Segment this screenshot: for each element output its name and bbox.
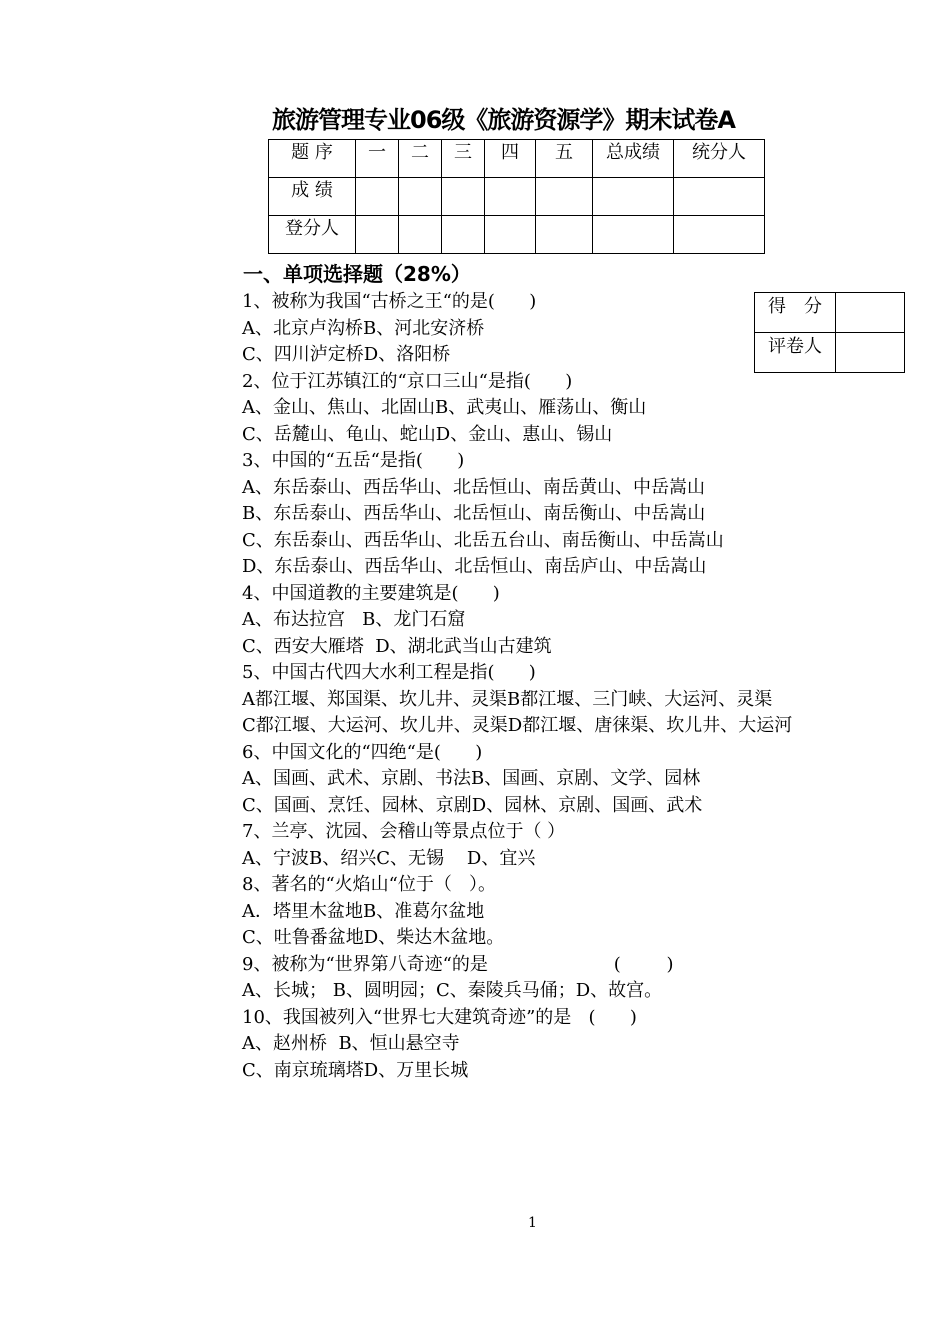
- header-cell-sequence: 题 序: [269, 140, 356, 178]
- page-number: 1: [528, 1215, 537, 1231]
- recorder-cell: [399, 216, 442, 254]
- score-cell: [674, 178, 765, 216]
- section-title: 一、单项选择题（28%）: [243, 262, 471, 286]
- recorder-cell: [356, 216, 399, 254]
- header-cell-3: 三: [442, 140, 485, 178]
- question-line: A、长城； B、圆明园；C、秦陵兵马俑；D、故宫。: [242, 980, 663, 1001]
- question-line: A、布达拉宫 B、龙门石窟: [242, 609, 466, 630]
- question-line: 7、兰亭、沈园、会稽山等景点位于（ ）: [242, 821, 566, 842]
- row-label-recorder: 登分人: [269, 216, 356, 254]
- question-line: 9、被称为“世界第八奇迹“的是 ( ): [242, 953, 674, 975]
- score-cell: [399, 178, 442, 216]
- question-line: A都江堰、郑国渠、坎儿井、灵渠B都江堰、三门峡、大运河、灵渠: [242, 688, 773, 710]
- label-points: 得 分: [755, 293, 836, 333]
- header-cell-5: 五: [536, 140, 593, 178]
- question-line: A、宁波B、绍兴C、无锡 D、宜兴: [242, 847, 536, 869]
- question-line: C、四川泸定桥D、洛阳桥: [242, 344, 451, 365]
- question-line: A．塔里木盆地B、准葛尔盆地: [242, 900, 485, 922]
- question-line: B、东岳泰山、西岳华山、北岳恒山、南岳衡山、中岳嵩山: [242, 503, 706, 524]
- header-cell-tallier: 统分人: [674, 140, 765, 178]
- question-line: 2、位于江苏镇江的“京口三山“是指( ): [242, 370, 573, 392]
- question-line: C、国画、烹饪、园林、京剧D、园林、京剧、国画、武术: [242, 794, 703, 816]
- question-line: C、岳麓山、龟山、蛇山D、金山、惠山、锡山: [242, 423, 613, 445]
- header-cell-4: 四: [485, 140, 536, 178]
- recorder-cell: [485, 216, 536, 254]
- question-line: 8、著名的“火焰山“位于（ ）。: [242, 874, 497, 895]
- question-line: A、赵州桥 B、恒山悬空寺: [242, 1033, 460, 1054]
- recorder-cell: [674, 216, 765, 254]
- score-table-header-row: [269, 140, 765, 178]
- score-cell: [356, 178, 399, 216]
- header-cell-total: 总成绩: [593, 140, 674, 178]
- recorder-cell: [536, 216, 593, 254]
- score-cell: [593, 178, 674, 216]
- question-line: C、南京琉璃塔D、万里长城: [242, 1059, 469, 1081]
- question-line: 1、被称为我国“古桥之王“的是( ): [242, 291, 537, 312]
- question-line: A、东岳泰山、西岳华山、北岳恒山、南岳黄山、中岳嵩山: [242, 476, 705, 498]
- row-label-score: 成 绩: [269, 178, 356, 216]
- exam-title: 旅游管理专业06级《旅游资源学》期末试卷A: [272, 106, 735, 134]
- score-cell: [442, 178, 485, 216]
- question-list: [242, 289, 932, 1084]
- question-line: C都江堰、大运河、坎儿井、灵渠D都江堰、唐徕渠、坎儿井、大运河: [242, 715, 793, 736]
- question-line: 4、中国道教的主要建筑是( ): [242, 582, 500, 604]
- question-line: C、吐鲁番盆地D、柴达木盆地。: [242, 927, 505, 948]
- score-cell: [536, 178, 593, 216]
- question-line: A、北京卢沟桥B、河北安济桥: [242, 317, 485, 339]
- score-table: [268, 139, 765, 254]
- label-grader: 评卷人: [755, 333, 836, 373]
- question-line: 3、中国的“五岳“是指( ): [242, 450, 465, 471]
- score-table-score-row: [269, 178, 765, 216]
- question-line: D、东岳泰山、西岳华山、北岳恒山、南岳庐山、中岳嵩山: [242, 556, 707, 577]
- question-line: A、金山、焦山、北固山B、武夷山、雁荡山、衡山: [242, 397, 647, 418]
- question-line: A、国画、武术、京剧、书法B、国画、京剧、文学、园林: [242, 768, 701, 789]
- score-table-recorder-row: [269, 216, 765, 254]
- question-line: 10、我国被列入“世界七大建筑奇迹”的是 ( ): [242, 1006, 637, 1028]
- header-cell-2: 二: [399, 140, 442, 178]
- question-line: C、西安大雁塔 D、湖北武当山古建筑: [242, 635, 552, 657]
- recorder-cell: [593, 216, 674, 254]
- header-cell-1: 一: [356, 140, 399, 178]
- question-line: 6、中国文化的“四绝“是( ): [242, 741, 483, 763]
- score-cell: [485, 178, 536, 216]
- recorder-cell: [442, 216, 485, 254]
- question-line: C、东岳泰山、西岳华山、北岳五台山、南岳衡山、中岳嵩山: [242, 529, 724, 551]
- question-line: 5、中国古代四大水利工程是指( ): [242, 662, 536, 683]
